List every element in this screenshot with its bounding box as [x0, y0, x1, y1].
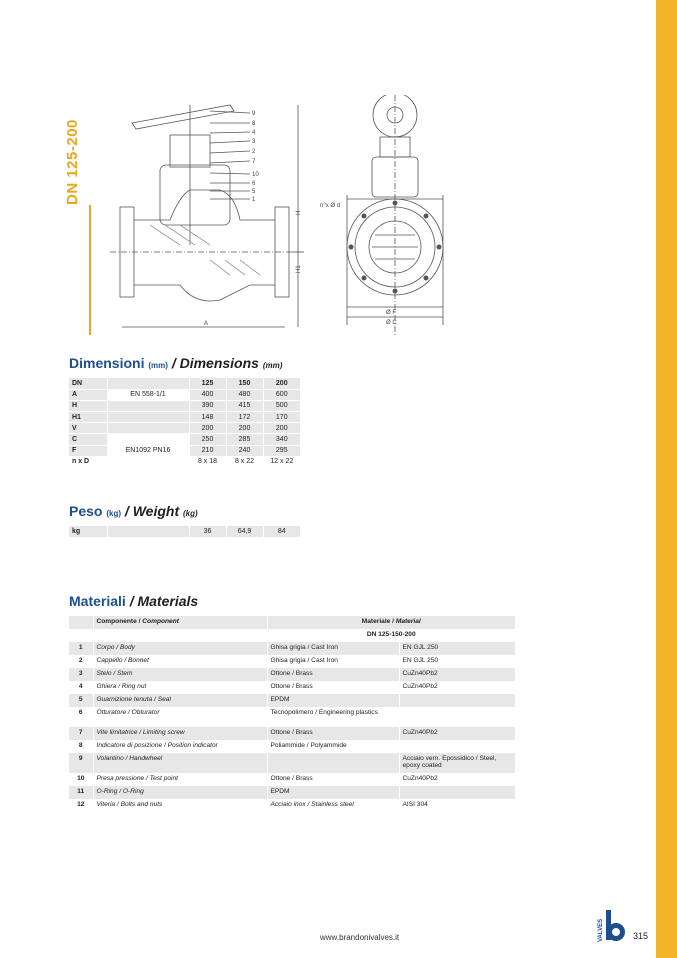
mat-header-material-en: Material — [395, 618, 421, 625]
materials-subheader-row — [69, 629, 515, 642]
page-number: 315 — [633, 931, 649, 941]
mat-no: 11 — [69, 786, 93, 799]
dim-row-standard — [107, 400, 189, 411]
mat-component: Otturatore / Obturator — [93, 707, 267, 727]
callout-10: 10 — [252, 172, 259, 178]
table-row — [69, 642, 515, 655]
dim-row-standard: EN1092 PN16 — [107, 445, 189, 456]
mat-material: EPDM — [267, 694, 399, 707]
materials-title-it: Materiali — [69, 593, 126, 609]
table-row — [69, 773, 515, 786]
table-row — [69, 445, 300, 456]
mat-code — [399, 707, 515, 727]
mat-no: 2 — [69, 655, 93, 668]
mat-code: EN GJL 250 — [399, 655, 515, 668]
dim-value: 500 — [263, 400, 300, 411]
callout-6: 6 — [252, 181, 256, 187]
weight-row-label: kg — [69, 526, 107, 537]
mat-code — [399, 740, 515, 753]
mat-component: Corpo / Body — [93, 642, 267, 655]
dim-value: 172 — [226, 412, 263, 423]
mat-material: Ghisa grigia / Cast Iron — [267, 642, 399, 655]
dim-value: 12 x 22 — [263, 456, 300, 467]
dim-header-blank — [107, 378, 189, 389]
mat-no: 5 — [69, 694, 93, 707]
mat-component: Viteria / Bolts and nuts — [93, 799, 267, 812]
mat-code — [399, 786, 515, 799]
dim-row-label: F — [69, 445, 107, 456]
table-row — [69, 681, 515, 694]
table-row — [69, 655, 515, 668]
dim-row-label: A — [69, 389, 107, 400]
weight-row-blank — [107, 526, 189, 537]
mat-header-component: Componente / Component — [93, 616, 267, 629]
dim-value: 200 — [189, 423, 226, 434]
dim-row-standard — [107, 412, 189, 423]
mat-material: Acciaio inox / Stainless steel — [267, 799, 399, 812]
dim-value: 200 — [226, 423, 263, 434]
weight-value: 64,9 — [226, 526, 263, 537]
dim-value: 415 — [226, 400, 263, 411]
table-row — [69, 423, 300, 434]
dimension-a-label: A — [204, 321, 209, 327]
mat-header-range: DN 125-150-200 — [267, 629, 515, 642]
side-accent-bar — [656, 0, 677, 958]
mat-subheader-blank — [93, 629, 267, 642]
table-row — [69, 740, 515, 753]
dim-value: 8 x 22 — [226, 456, 263, 467]
mat-code: AISI 304 — [399, 799, 515, 812]
mat-code: CuZn40Pb2 — [399, 727, 515, 740]
dimension-c-label: Ø C — [386, 320, 397, 326]
table-row — [69, 668, 515, 681]
dim-value: 480 — [226, 389, 263, 400]
mat-component: Stelo / Stem — [93, 668, 267, 681]
dimensions-separator: / — [171, 355, 176, 371]
dim-row-label: V — [69, 423, 107, 434]
dim-header-200: 200 — [263, 378, 300, 389]
mat-header-component-it: Componente — [96, 618, 137, 625]
mat-no: 10 — [69, 773, 93, 786]
dim-row-label: H1 — [69, 412, 107, 423]
callout-3: 3 — [252, 139, 256, 145]
callout-4: 4 — [252, 130, 256, 136]
materials-header-row — [69, 616, 515, 629]
mat-component: Presa pressione / Test point — [93, 773, 267, 786]
table-row — [69, 753, 515, 773]
mat-no: 1 — [69, 642, 93, 655]
dim-value: 210 — [189, 445, 226, 456]
dim-header-125: 125 — [189, 378, 226, 389]
dimensions-header-row — [69, 378, 300, 389]
table-row — [69, 727, 515, 740]
weight-title-it: Peso — [69, 503, 103, 519]
dim-value: 390 — [189, 400, 226, 411]
dim-row-label: C — [69, 434, 107, 445]
dim-value: 240 — [226, 445, 263, 456]
table-row — [69, 799, 515, 812]
dim-value: 600 — [263, 389, 300, 400]
dimensions-heading — [69, 355, 282, 371]
dimensions-table — [69, 378, 300, 468]
dimension-h1-label: H1 — [296, 265, 302, 273]
weight-title-en: Weight — [132, 503, 180, 519]
mat-material: Ghisa grigia / Cast Iron — [267, 655, 399, 668]
table-row — [69, 400, 300, 411]
weight-separator: / — [124, 503, 129, 519]
mat-no: 7 — [69, 727, 93, 740]
weight-value: 36 — [189, 526, 226, 537]
brandoni-logo — [596, 908, 628, 944]
callout-5: 5 — [252, 189, 256, 195]
mat-code: CuZn40Pb2 — [399, 681, 515, 694]
dim-value: 400 — [189, 389, 226, 400]
dim-row-standard: EN 558-1/1 — [107, 389, 189, 400]
mat-material: Ottone / Brass — [267, 727, 399, 740]
dimensions-title-en: Dimensions — [179, 355, 259, 371]
dim-row-label: n x D — [69, 456, 107, 467]
table-row — [69, 434, 300, 445]
table-row — [69, 412, 300, 423]
mat-no: 12 — [69, 799, 93, 812]
table-row — [69, 526, 300, 537]
mat-code: EN GJL 250 — [399, 642, 515, 655]
weight-unit-en: (kg) — [183, 509, 198, 518]
mat-component: Ghiera / Ring nut — [93, 681, 267, 694]
dim-value: 200 — [263, 423, 300, 434]
materials-separator: / — [129, 593, 134, 609]
mat-component: Vite limitatrice / Limiting screw — [93, 727, 267, 740]
mat-code: CuZn40Pb2 — [399, 668, 515, 681]
mat-header-no — [69, 616, 93, 629]
dimension-nd-label: n°x Ø d — [320, 203, 341, 209]
callout-2: 2 — [252, 149, 256, 155]
weight-unit-it: (kg) — [106, 509, 122, 518]
dim-value: 295 — [263, 445, 300, 456]
mat-subheader-blank — [69, 629, 93, 642]
dim-row-standard — [107, 456, 189, 467]
dim-header-150: 150 — [226, 378, 263, 389]
mat-material: Poliammide / Polyammide — [267, 740, 399, 753]
mat-material: EPDM — [267, 786, 399, 799]
mat-no: 9 — [69, 753, 93, 773]
mat-no: 3 — [69, 668, 93, 681]
mat-no: 4 — [69, 681, 93, 694]
dim-row-standard — [107, 423, 189, 434]
dim-row-standard — [107, 434, 189, 445]
weight-value: 84 — [263, 526, 300, 537]
table-row — [69, 456, 300, 467]
mat-code — [399, 694, 515, 707]
dim-value: 170 — [263, 412, 300, 423]
valve-technical-drawing — [110, 95, 450, 335]
callout-7: 7 — [252, 159, 256, 165]
mat-material: Tecnopolimero / Engineering plastics — [267, 707, 399, 727]
mat-header-material-it: Materiale — [361, 618, 391, 625]
table-row — [69, 786, 515, 799]
mat-component: Cappello / Bonnet — [93, 655, 267, 668]
mat-component: Indicatore di posizione / Position indicator — [93, 740, 267, 753]
mat-material: Ottone / Brass — [267, 773, 399, 786]
logo-text: VALVES — [598, 918, 604, 942]
mat-component: Volantino / Handwheel — [93, 753, 267, 773]
materials-title-en: Materials — [137, 593, 199, 609]
weight-heading — [69, 503, 198, 519]
dimensions-title-it: Dimensioni — [69, 355, 145, 371]
mat-code: Acciaio vern. Epossidico / Steel, epoxy coated — [399, 753, 515, 773]
dim-header-dn: DN — [69, 378, 107, 389]
mat-material: Ottone / Brass — [267, 681, 399, 694]
callout-8: 8 — [252, 121, 256, 127]
materials-heading — [69, 593, 198, 609]
mat-header-material: Materiale / Material — [267, 616, 515, 629]
mat-component: O-Ring / O-Ring — [93, 786, 267, 799]
mat-material: Ottone / Brass — [267, 668, 399, 681]
callout-9: 9 — [252, 111, 256, 117]
mat-component: Guarnizione tenuta / Seal — [93, 694, 267, 707]
materials-table — [69, 616, 515, 812]
table-row — [69, 707, 515, 727]
dim-value: 285 — [226, 434, 263, 445]
dn-range-rule — [89, 205, 91, 335]
weight-table — [69, 526, 300, 537]
dim-row-label: H — [69, 400, 107, 411]
footer-website-link[interactable]: www.brandonivalves.it — [320, 933, 400, 942]
dimension-h-label: H — [296, 210, 302, 215]
mat-material — [267, 753, 399, 773]
mat-no: 6 — [69, 707, 93, 727]
table-row — [69, 389, 300, 400]
mat-header-component-en: Component — [142, 618, 179, 625]
mat-no: 8 — [69, 740, 93, 753]
dim-value: 148 — [189, 412, 226, 423]
dimensions-unit-it: (mm) — [148, 361, 168, 370]
dimensions-unit-en: (mm) — [262, 361, 283, 370]
dim-value: 8 x 18 — [189, 456, 226, 467]
dn-range-label: DN 125-200 — [64, 119, 81, 205]
dim-value: 340 — [263, 434, 300, 445]
dimension-f-label: Ø F — [386, 310, 396, 316]
callout-1: 1 — [252, 197, 256, 203]
dim-value: 250 — [189, 434, 226, 445]
table-row — [69, 694, 515, 707]
mat-code: CuZn40Pb2 — [399, 773, 515, 786]
